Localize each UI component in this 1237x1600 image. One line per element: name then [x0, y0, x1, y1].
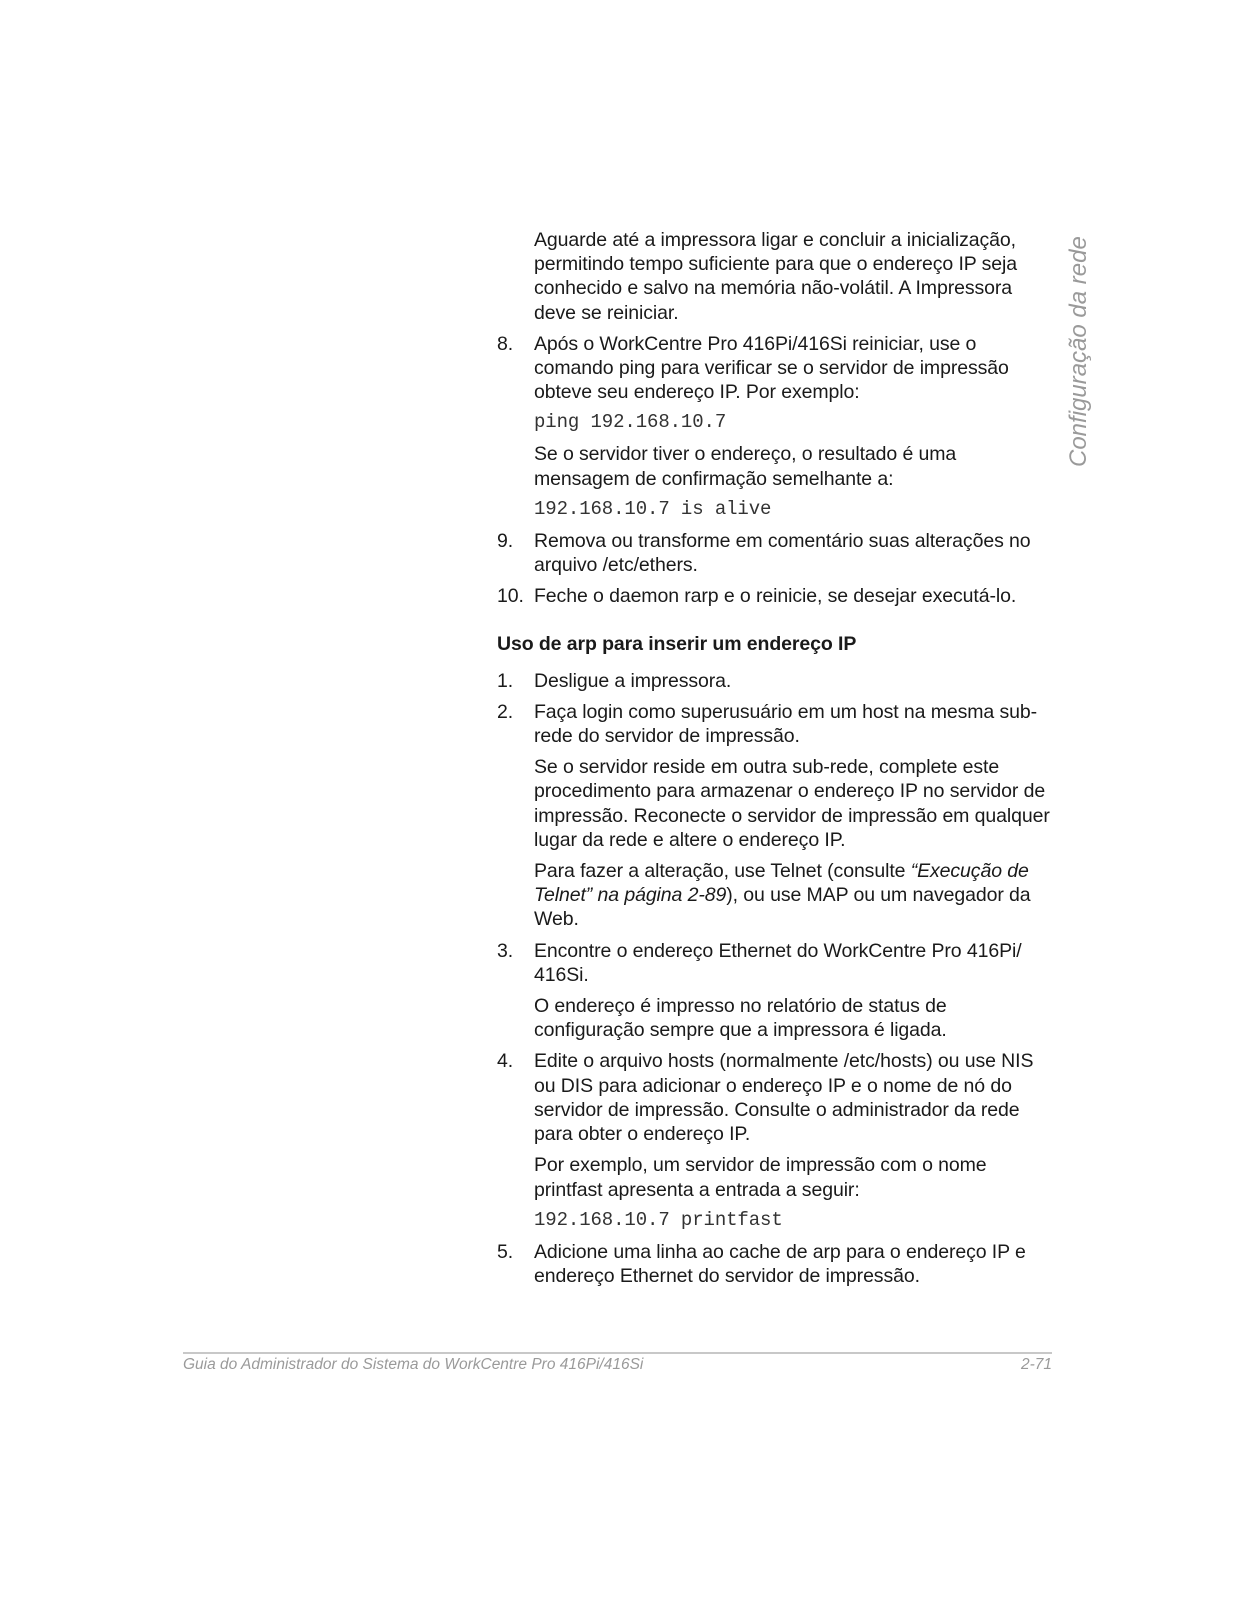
list-item: [497, 529, 1052, 577]
list-number: 3.: [497, 939, 514, 962]
list-item: [497, 1240, 1052, 1288]
intro-paragraph: Aguarde até a impressora ligar e concluir a inicialização, permitindo tempo suficiente para que o endereço IP seja conhecido e salvo na memória não-volátil. A Impressora deve se reiniciar.: [534, 229, 1018, 324]
list-text: Adicione uma linha ao cache de arp para o endereço IP e endereço Ethernet do servidor de impressão.: [534, 1240, 1026, 1287]
code-example: 192.168.10.7 is alive: [534, 497, 772, 520]
list-text: Desligue a impressora.: [534, 669, 732, 692]
paragraph: [534, 859, 1052, 932]
list-number: 10.: [497, 585, 524, 608]
paragraph: Se o servidor reside em outra sub-rede, complete este procedimento para armazenar o endereço IP no servidor de impressão. Reconecte o servidor de impressão em qualquer lugar da rede e altere o endereço IP.: [534, 756, 1050, 851]
list-number: 9.: [497, 529, 514, 552]
list-number: 1.: [497, 669, 514, 692]
list-text: Edite o arquivo hosts (normalmente /etc/hosts) ou use NIS ou DIS para adicionar o endereço IP e o nome de nó do servidor de impressão. Consulte o administrador da rede para obter o endereço IP.: [534, 1050, 1034, 1146]
code-example: ping 192.168.10.7: [534, 411, 727, 434]
page-number: 2-71: [1020, 1356, 1052, 1373]
list-item: [497, 1049, 1052, 1146]
page-content: [497, 228, 1052, 1295]
section-side-tab: Configuração da rede: [1065, 236, 1092, 467]
list-text: Após o WorkCentre Pro 416Pi/416Si reiniciar, use o comando ping para verificar se o servidor de impressão obteve seu endereço IP. Por exemplo:: [534, 332, 1009, 404]
list-text: Remova ou transforme em comentário suas alterações no arquivo /etc/ethers.: [534, 529, 1031, 577]
list-text: Feche o daemon rarp e o reinicie, se desejar executá-lo.: [534, 585, 1017, 608]
text-run: ), ou use MAP ou um navegador da Web.: [534, 884, 1031, 931]
paragraph: Por exemplo, um servidor de impressão com o nome printfast apresenta a entrada a seguir:: [534, 1154, 987, 1201]
list-item: [497, 700, 1052, 748]
list-text: Faça login como superusuário em um host na mesma sub-rede do servidor de impressão.: [534, 700, 1038, 748]
list-number: 8.: [497, 332, 514, 355]
footer-rule: [183, 1352, 1052, 1354]
code-example: 192.168.10.7 printfast: [534, 1208, 783, 1231]
footer-title: Guia do Administrador do Sistema do WorkCentre Pro 416Pi/416Si: [183, 1356, 644, 1373]
list-item: [497, 939, 1052, 987]
list-text: Encontre o endereço Ethernet do WorkCentre Pro 416Pi/ 416Si.: [534, 939, 1022, 986]
list-item: [497, 669, 1052, 693]
list-number: 4.: [497, 1050, 514, 1073]
list-number: 2.: [497, 700, 514, 723]
paragraph: O endereço é impresso no relatório de status de configuração sempre que a impressora é ligada.: [534, 995, 947, 1042]
section-heading: Uso de arp para inserir um endereço IP: [497, 633, 857, 656]
list-item: [497, 584, 1052, 608]
cross-reference-link[interactable]: “Execução de Telnet” na página 2-89: [534, 860, 1029, 907]
text-run: Para fazer a alteração, use Telnet (consulte: [534, 860, 911, 883]
list-number: 5.: [497, 1240, 514, 1263]
paragraph: Se o servidor tiver o endereço, o resultado é uma mensagem de confirmação semelhante a:: [534, 443, 957, 490]
list-item: [497, 332, 1052, 405]
